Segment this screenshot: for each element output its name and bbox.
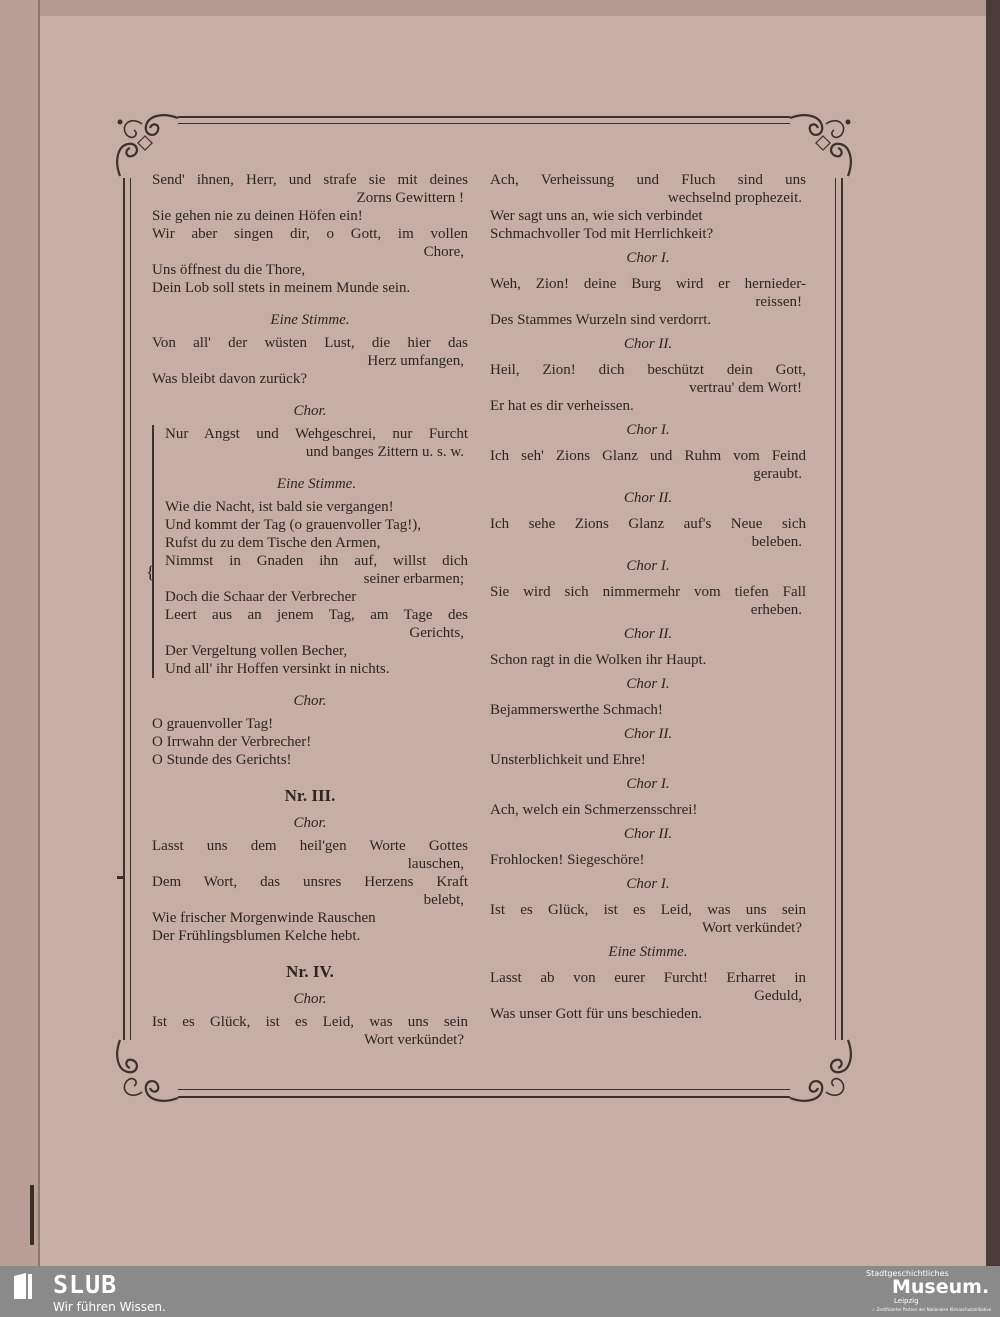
speaker-heading: Chor. [293,815,327,831]
verse-line: Sie wird sich nimmermehr vom tiefen Fall [490,584,806,600]
museum-prefix: Stadtgeschichtliches [866,1269,949,1278]
frame-left-outer [123,178,125,1040]
verse-line: Ich sehe Zions Glanz auf's Neue sich [490,516,806,532]
verse-line: Frohlocken! Siegeschöre! [490,852,645,868]
verse-line: Weh, Zion! deine Burg wird er hernieder- [490,276,806,292]
speaker-heading: Chor II. [623,726,673,742]
frame-right-inner [835,178,836,1040]
verse-line: Nimmst in Gnaden ihn auf, willst dich [165,553,468,569]
section-number: Nr. IV. [286,962,334,981]
gutter-mark [30,1185,34,1245]
verse-line: Schmachvoller Tod mit Herrlichkeit? [490,226,714,242]
verse-line: Und all' ihr Hoffen versinkt in nichts. [165,661,390,677]
verse-line-continuation: und banges Zittern u. s. w. [305,444,464,460]
verse-line: Dein Lob soll stets in meinem Munde sein. [152,280,411,296]
footer-bar [0,1266,1000,1317]
verse-line-continuation: Zorns Gewittern ! [356,190,464,206]
frame-right-outer [841,178,843,1040]
verse-line: Wer sagt uns an, wie sich verbindet [490,208,703,224]
speaker-heading: Chor II. [623,826,673,842]
verse-line-continuation: geraubt. [753,466,802,482]
verse-line: Und kommt der Tag (o grauenvoller Tag!), [165,517,422,533]
verse-line: Von all' der wüsten Lust, die hier das [152,335,468,351]
brace-mark: { [146,562,155,582]
speaker-heading: Eine Stimme. [608,944,688,960]
verse-line: Schon ragt in die Wolken ihr Haupt. [490,652,707,668]
verse-line: Ist es Glück, ist es Leid, was uns sein [152,1014,468,1030]
verse-line-continuation: lauschen, [407,856,464,872]
verse-line-continuation: beleben. [751,534,802,550]
verse-line: Lasst ab von eurer Furcht! Erharret in [490,970,806,986]
verse-line: Wie die Nacht, ist bald sie vergangen! [165,499,394,515]
verse-line-continuation: Wort verkündet? [701,920,802,936]
museum-logo-text[interactable]: Museum. [892,1276,990,1298]
verse-line-continuation: Wort verkündet? [363,1032,464,1048]
speaker-heading: Chor I. [626,876,670,892]
speaker-heading: Chor I. [626,250,670,266]
verse-line-continuation: Gerichts, [409,625,464,641]
speaker-heading: Chor I. [626,776,670,792]
speaker-heading: Eine Stimme. [270,312,350,328]
frame-bottom-inner [178,1089,790,1090]
museum-certification: ✓ Zertifizierter Partner der Nationalen Klimaschutzinitiative [872,1307,992,1312]
verse-line: Heil, Zion! dich beschützt dein Gott, [490,362,806,378]
right-text-column [490,171,806,1023]
verse-line: Was bleibt davon zurück? [152,371,307,387]
verse-line-continuation: wechselnd prophezeit. [667,190,802,206]
verse-line: Der Frühlingsblumen Kelche hebt. [152,928,361,944]
verse-line: Ist es Glück, ist es Leid, was uns sein [490,902,806,918]
verse-line: Des Stammes Wurzeln sind verdorrt. [490,312,712,328]
section-number: Nr. III. [284,786,336,805]
slub-book-icon [12,1272,34,1300]
speaker-heading: Chor. [293,693,327,709]
verse-line: Unsterblichkeit und Ehre! [490,752,646,768]
verse-line: Nur Angst und Wehgeschrei, nur Furcht [165,426,468,442]
corner-ornament-top-right [786,110,856,180]
frame-left-inner [130,178,131,1040]
verse-line: Er hat es dir verheissen. [490,398,634,414]
speaker-heading: Chor II. [623,336,673,352]
verse-line: Ach, welch ein Schmerzensschrei! [490,802,698,818]
speaker-heading: Chor II. [623,490,673,506]
frame-bottom-outer [178,1096,790,1098]
verse-line: O Irrwahn der Verbrecher! [152,734,312,750]
verse-line: O Stunde des Gerichts! [152,752,292,768]
verse-line: Ich seh' Zions Glanz und Ruhm vom Feind [490,448,806,464]
speaker-heading: Chor I. [626,558,670,574]
slub-logo-text[interactable]: SLUB [53,1270,118,1299]
verse-line: Leert aus an jenem Tag, am Tage des [165,607,468,623]
verse-line-continuation: belebt, [423,892,464,908]
frame-top-outer [178,116,790,118]
speaker-heading: Chor I. [626,422,670,438]
speaker-heading: Chor. [293,403,327,419]
museum-city: Leipzig [894,1297,919,1305]
verse-line-continuation: vertrau' dem Wort! [689,380,802,396]
verse-line-continuation: erheben. [750,602,802,618]
verse-line: Wir aber singen dir, o Gott, im vollen [152,226,468,242]
frame-top-inner [178,123,790,124]
verse-line: O grauenvoller Tag! [152,716,274,732]
verse-line-continuation: Chore, [423,244,464,260]
verse-line: Lasst uns dem heil'gen Worte Gottes [152,838,468,854]
verse-line: Der Vergeltung vollen Becher, [165,643,348,659]
verse-line: Bejammerswerthe Schmach! [490,702,663,718]
verse-line: Ach, Verheissung und Fluch sind uns [490,172,806,188]
slub-tagline: Wir führen Wissen. [53,1300,166,1314]
verse-line-continuation: seiner erbarmen; [363,571,464,587]
speaker-heading: Chor II. [623,626,673,642]
speaker-heading: Chor I. [626,676,670,692]
verse-line: Dem Wort, das unsres Herzens Kraft [152,874,468,890]
bracketed-passage [146,425,468,678]
verse-line: Uns öffnest du die Thore, [152,262,306,278]
frame-left-tick [117,876,125,879]
verse-line-continuation: reissen! [755,294,802,310]
verse-line: Send' ihnen, Herr, und strafe sie mit deines [152,172,468,188]
verse-line: Doch die Schaar der Verbrecher [165,589,357,605]
facing-page-edge [0,0,40,1266]
verse-line: Rufst du zu dem Tische den Armen, [165,535,381,551]
verse-line-continuation: Geduld, [754,988,802,1004]
verse-line: Wie frischer Morgenwinde Rauschen [152,910,376,926]
corner-ornament-bottom-right [786,1036,856,1106]
verse-line-continuation: Herz umfangen, [367,353,464,369]
corner-ornament-top-left [112,110,182,180]
speaker-heading: Eine Stimme. [276,476,357,492]
verse-line: Was unser Gott für uns beschieden. [490,1006,703,1022]
left-text-column [146,171,468,1049]
speaker-heading: Chor. [293,991,327,1007]
scan-top-edge [0,0,1000,16]
scan-right-edge [986,0,1000,1266]
verse-line: Sie gehen nie zu deinen Höfen ein! [152,208,363,224]
